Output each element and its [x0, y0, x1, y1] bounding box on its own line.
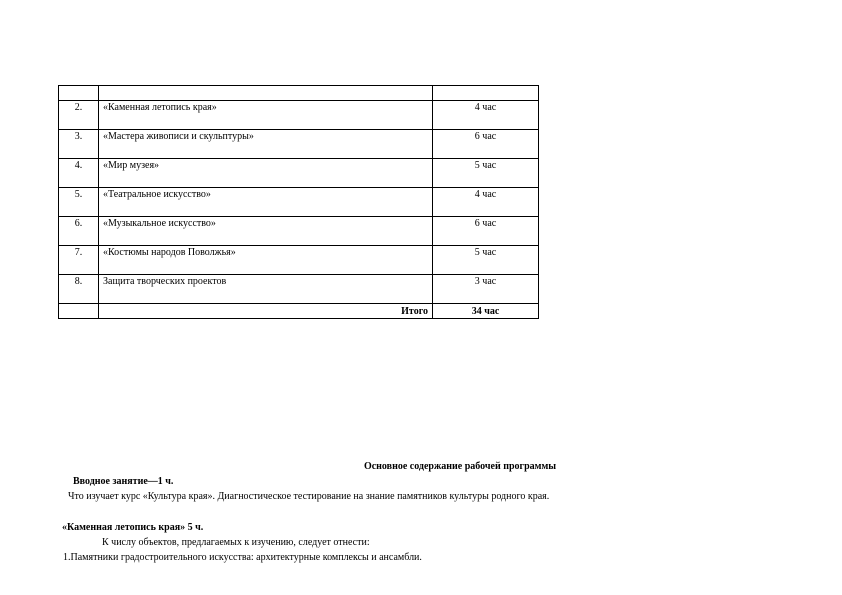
row-topic: «Театральное искусство»: [99, 188, 433, 217]
row-topic: Защита творческих проектов: [99, 275, 433, 304]
table-row: [59, 217, 539, 246]
curriculum-table: [58, 85, 539, 319]
table-row: [59, 188, 539, 217]
table-row: [59, 101, 539, 130]
table-row: [59, 246, 539, 275]
table-row: [59, 130, 539, 159]
row-hours: 5 час: [433, 159, 539, 188]
row-hours: 5 час: [433, 246, 539, 275]
row-topic: «Мир музея»: [99, 159, 433, 188]
row-topic: «Каменная летопись края»: [99, 101, 433, 130]
table-cell: [59, 86, 99, 101]
row-number: 2.: [59, 101, 99, 130]
row-topic: «Костюмы народов Поволжья»: [99, 246, 433, 275]
table-cell: [99, 86, 433, 101]
row-hours: 3 час: [433, 275, 539, 304]
row-number: 6.: [59, 217, 99, 246]
row-hours: 6 час: [433, 130, 539, 159]
section-text: К числу объектов, предлагаемых к изучению, следует отнести:: [102, 537, 370, 548]
row-number: 5.: [59, 188, 99, 217]
table-row: [59, 275, 539, 304]
row-hours: 6 час: [433, 217, 539, 246]
row-hours: 4 час: [433, 101, 539, 130]
table-cell: [433, 86, 539, 101]
table-header-row: [59, 86, 539, 101]
row-number: 8.: [59, 275, 99, 304]
row-number: 3.: [59, 130, 99, 159]
row-topic: «Музыкальное искусство»: [99, 217, 433, 246]
intro-title: Вводное занятие—1 ч.: [73, 476, 174, 487]
row-number: 7.: [59, 246, 99, 275]
row-topic: «Мастера живописи и скульптуры»: [99, 130, 433, 159]
total-label: Итого: [99, 304, 433, 319]
row-hours: 4 час: [433, 188, 539, 217]
row-number: 4.: [59, 159, 99, 188]
table-total-row: [59, 304, 539, 319]
section-heading: Основное содержание рабочей программы: [363, 461, 557, 472]
section-title: «Каменная летопись края» 5 ч.: [62, 522, 204, 533]
table-row: [59, 159, 539, 188]
intro-text: Что изучает курс «Культура края». Диагностическое тестирование на знание памятников культуры родного края.: [68, 491, 550, 502]
table-cell: [59, 304, 99, 319]
list-item: 1.Памятники градостроительного искусства: архитектурные комплексы и ансамбли.: [63, 552, 422, 563]
total-hours: 34 час: [433, 304, 539, 319]
